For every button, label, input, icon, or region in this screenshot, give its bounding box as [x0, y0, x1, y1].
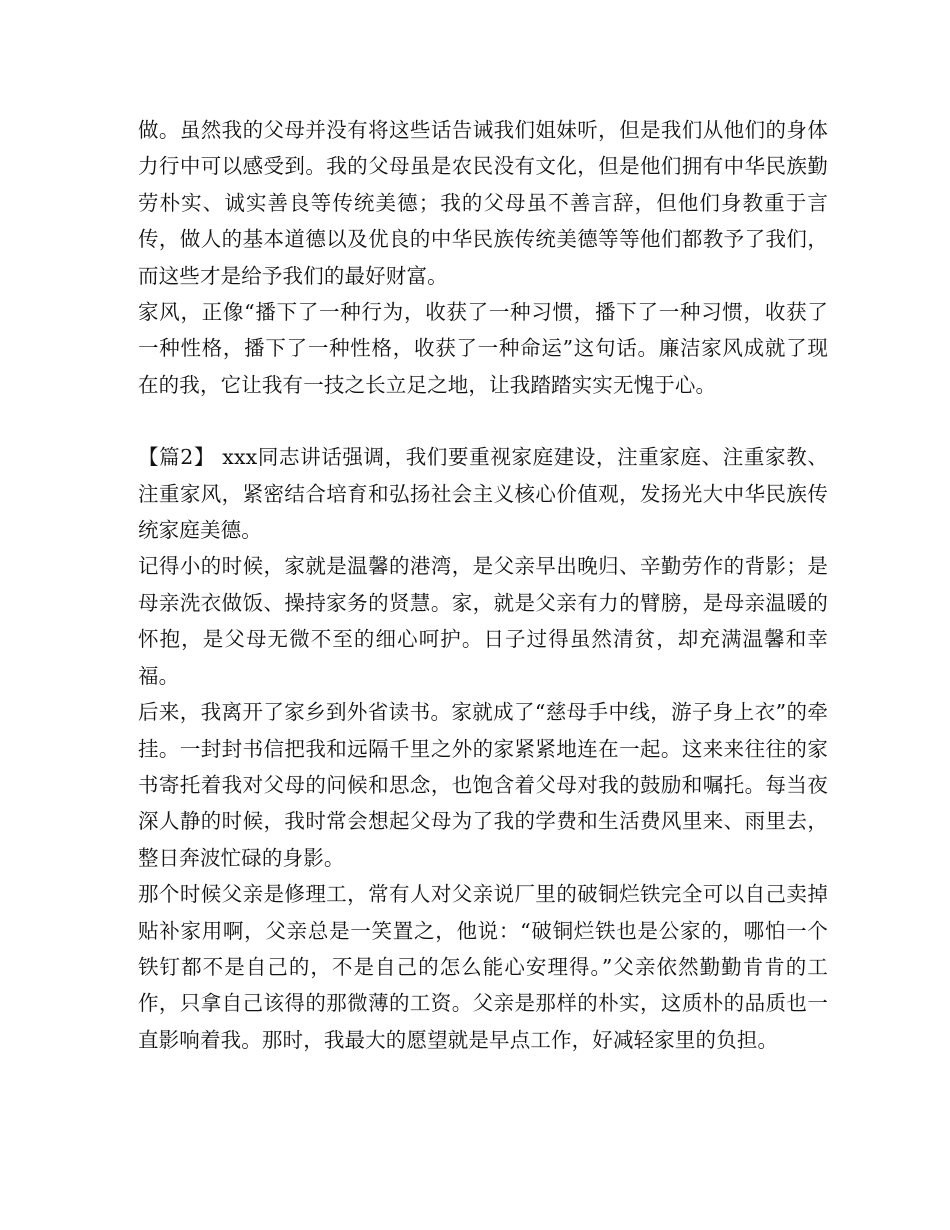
section-2-intro-text: xxx同志讲话强调，我们要重视家庭建设，注重家庭、注重家教、注重家风，紧密结合培育和弘扬社会主义核心价值观，发扬光大中华民族传统家庭美德。	[138, 445, 828, 543]
paragraph-father-repairman: 那个时候父亲是修理工，常有人对父亲说厂里的破铜烂铁完全可以自己卖掉贴补家用啊，父亲总是一笑置之，他说：“破铜烂铁也是公家的，哪怕一个铁钉都不是自己的，不是自己的怎么能心安理得。”父亲依然勤勤肯肯的工作，只拿自己该得的那微薄的工资。父亲是那样的朴实，这质朴的品质也一直影响着我。那时，我最大的愿望就是早点工作，好减轻家里的负担。	[138, 882, 828, 1052]
document-body	[138, 112, 828, 1058]
paragraph-family-style: 家风，正像“播下了一种行为，收获了一种习惯，播下了一种习惯，收获了一种性格，播下了一种性格，收获了一种命运”这句话。廉洁家风成就了现在的我，它让我有一技之长立足之地，让我踏踏实实无愧于心。	[138, 300, 828, 397]
section-2-label: 【篇2】	[138, 445, 216, 470]
paragraph-letters-home: 后来，我离开了家乡到外省读书。家就成了“慈母手中线，游子身上衣”的牵挂。一封封书信把我和远隔千里之外的家紧紧地连在一起。这来来往往的家书寄托着我对父母的问候和思念，也饱含着父母对我的鼓励和嘱托。每当夜深人静的时候，我时常会想起父母为了我的学费和生活费风里来、雨里去，整日奔波忙碌的身影。	[138, 700, 828, 870]
paragraph-childhood-home: 记得小的时候，家就是温馨的港湾，是父亲早出晚归、辛勤劳作的背影；是母亲洗衣做饭、操持家务的贤慧。家，就是父亲有力的臂膀，是母亲温暖的怀抱，是父母无微不至的细心呵护。日子过得虽然清贫，却充满温馨和幸福。	[138, 554, 828, 688]
paragraph-parents-virtues: 做。虽然我的父母并没有将这些话告诫我们姐妹听，但是我们从他们的身体力行中可以感受到。我的父母虽是农民没有文化，但是他们拥有中华民族勤劳朴实、诚实善良等传统美德；我的父母虽不善言辞，但他们身教重于言传，做人的基本道德以及优良的中华民族传统美德等等他们都教予了我们，而这些才是给予我们的最好财富。	[138, 118, 828, 288]
section-2-intro	[138, 439, 828, 548]
section-spacer	[138, 403, 828, 439]
